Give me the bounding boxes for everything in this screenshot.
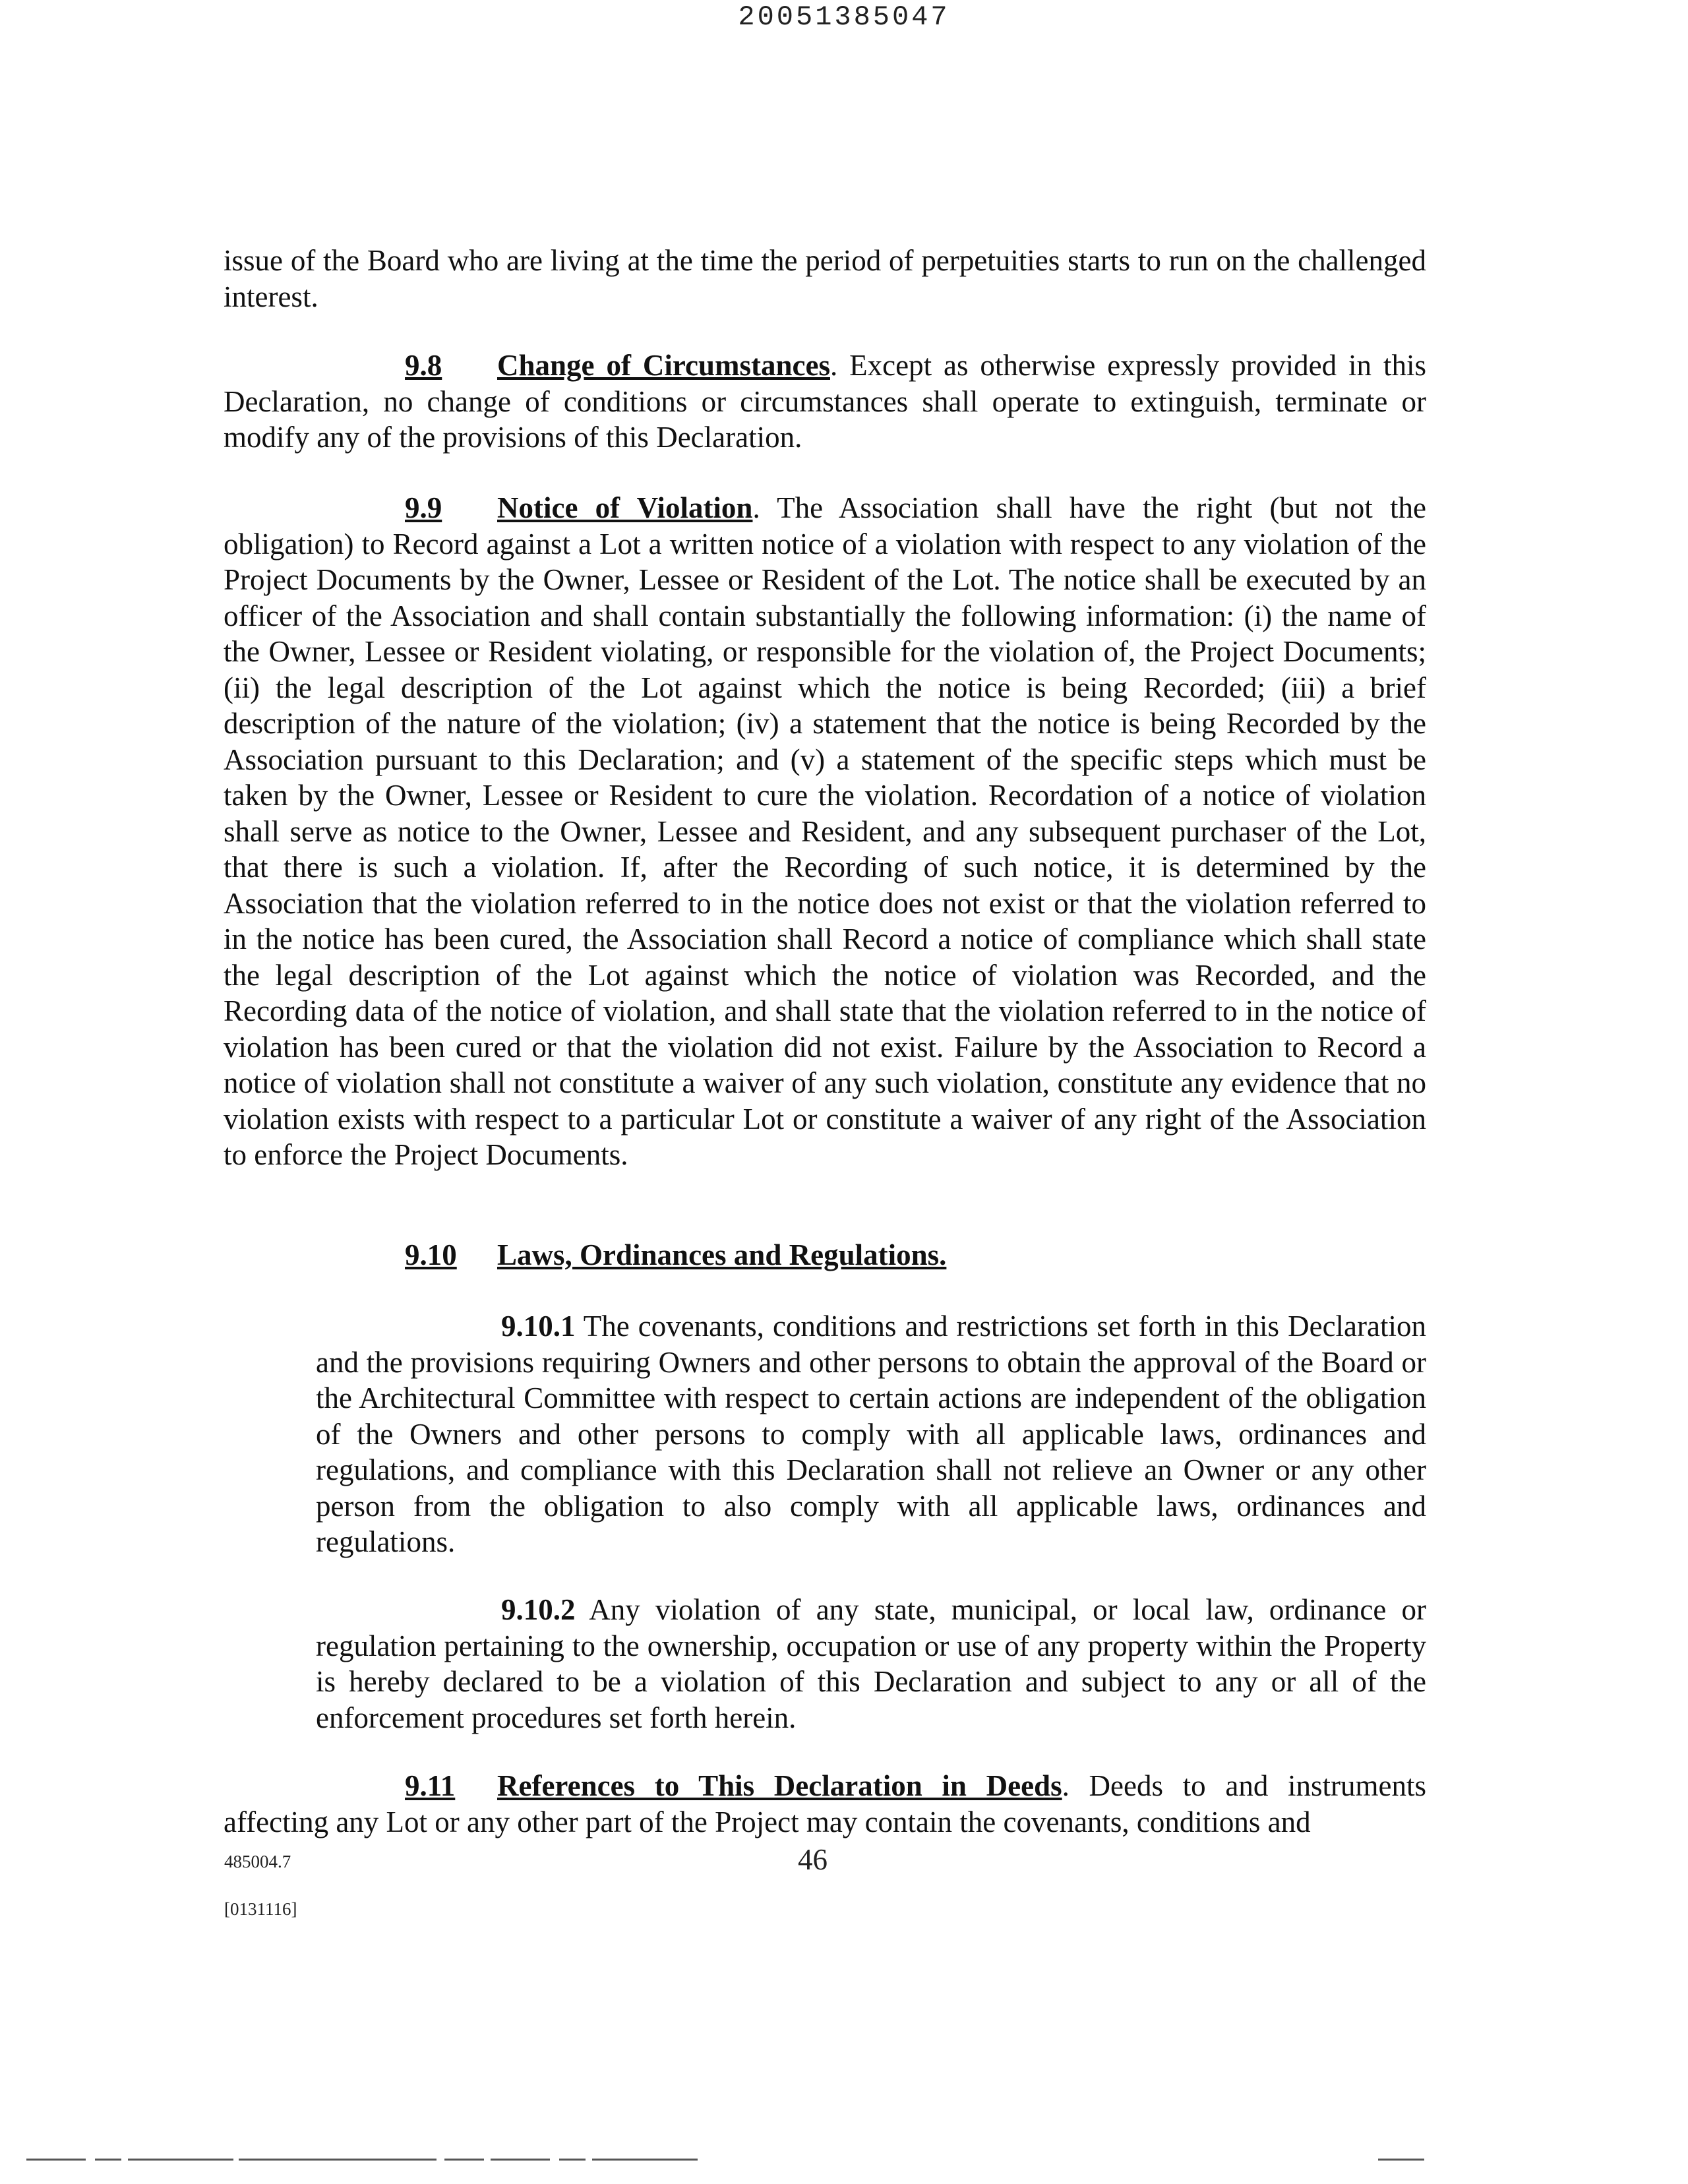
- section-9-9-number: 9.9: [405, 491, 442, 524]
- intro-paragraph: issue of the Board who are living at the time the period of perpetuities starts to run on the challenged interest.: [224, 244, 1426, 313]
- footer-file-code: [0131116]: [224, 1899, 297, 1919]
- page-number: 46: [798, 1843, 828, 1876]
- footer-doc-id: 485004.7: [224, 1852, 291, 1871]
- section-9-9-title: Notice of Violation: [497, 491, 753, 524]
- section-9-8-title: Change of Circumstances: [497, 349, 830, 382]
- section-9-10-2-paragraph: [316, 1592, 1426, 1736]
- section-9-11-number: 9.11: [405, 1769, 456, 1802]
- section-9-8-number: 9.8: [405, 349, 442, 382]
- section-9-10-heading: [405, 1237, 946, 1273]
- section-9-9-text: . The Association shall have the right (but not the obligation) to Record against a Lot a written notice of a violation with respect to any violation of the Project Documents by the Owner, Lessee or Resident of the Lot. The notice shall be executed by an officer of the Association and shall contain substantially the following information: (i) the name of the Owner, Lessee or Resident violating, or responsible for the violation of, the Project Documents; (ii) the legal description of the Lot against which the notice is being Recorded; (iii) a brief description of the nature of the violation; (iv) a statement that the notice is being Recorded by the Association pursuant to this Declaration; and (v) a statement of the specific steps which must be taken by the Owner, Lessee or Resident to cure the violation. Recordation of a notice of violation shall serve as notice to the Owner, Lessee and Resident, and any subsequent purchaser of the Lot, that there is such a violation. If, after the Recording of such notice, it is determined by the Association that the violation referred to in the notice does not exist or that the violation referred to in the notice has been cured, the Association shall Record a notice of compliance which shall state the legal description of the Lot against which the notice of violation was Recorded, and the Recording data of the notice of violation, and shall state that the violation referred to in the notice of violation has been cured or that the violation did not exist. Failure by the Association to Record a notice of violation shall not constitute a waiver of any such violation, constitute any evidence that no violation exists with respect to a particular Lot or constitute a waiver of any right of the Association to enforce the Project Documents.: [224, 491, 1427, 1171]
- section-9-9-paragraph: [224, 490, 1426, 1173]
- section-9-10-number: 9.10: [405, 1238, 457, 1271]
- section-9-10-2-number: 9.10.2: [501, 1593, 576, 1626]
- document-number: 20051385047: [738, 1, 950, 33]
- section-9-10-1-number: 9.10.1: [501, 1310, 576, 1343]
- section-9-10-2-text: Any violation of any state, municipal, or local law, ordinance or regulation pertaining to the ownership, occupation or use of any property within the Property is hereby declared to be a violation of this Declaration and subject to any or all of the enforcement procedures set forth herein.: [316, 1593, 1426, 1734]
- section-9-11-paragraph: [224, 1768, 1426, 1840]
- section-9-10-1-paragraph: [316, 1308, 1426, 1560]
- section-9-10-1-text: The covenants, conditions and restrictions set forth in this Declaration and the provisions requiring Owners and other persons to obtain the approval of the Board or the Architectural Committee with respect to certain actions are independent of the obligation of the Owners and other persons to comply with all applicable laws, ordinances and regulations, and compliance with this Declaration shall not relieve an Owner or any other person from the obligation to also comply with all applicable laws, ordinances and regulations.: [316, 1310, 1426, 1558]
- section-9-8-text: . Except as otherwise expressly provided in this Declaration, no change of conditions or circumstances shall operate to extinguish, terminate or modify any of the provisions of this Declaration.: [224, 349, 1426, 454]
- scan-artifact-lines: [0, 2158, 1688, 2162]
- section-9-11-title: References to This Declaration in Deeds: [497, 1769, 1062, 1802]
- section-9-11-text: . Deeds to and instruments affecting any Lot or any other part of the Project may contain the covenants, conditions and: [224, 1769, 1426, 1838]
- section-9-8-paragraph: [224, 348, 1426, 456]
- section-9-10-title: Laws, Ordinances and Regulations.: [497, 1238, 947, 1271]
